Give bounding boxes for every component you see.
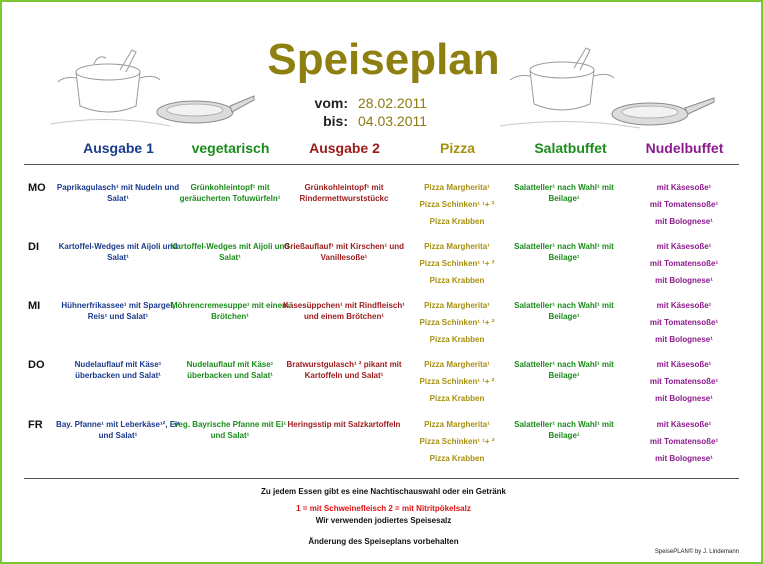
nudel-fr-2: mit Tomatensoße¹ bbox=[649, 437, 719, 446]
pizza-di-1: Pizza Margherita¹ bbox=[424, 242, 490, 251]
from-label: vom: bbox=[314, 95, 348, 111]
day-label-do: DO bbox=[28, 359, 45, 371]
pizza-fr-1: Pizza Margherita¹ bbox=[424, 420, 490, 429]
ausgabe2-fr: Heringsstip mit Salzkartoffeln bbox=[287, 420, 401, 429]
salat-mo: Salatteller¹ nach Wahl¹ mit Beilage¹ bbox=[514, 183, 614, 203]
salat-mi: Salatteller¹ nach Wahl¹ mit Beilage¹ bbox=[514, 301, 614, 321]
pizza-mo-3: Pizza Krabben bbox=[429, 217, 485, 226]
nudel-di-3: mit Bolognese¹ bbox=[655, 276, 713, 285]
ausgabe2-mi: Käsesüppchen¹ mit Rindfleisch¹ und einem Brötchen¹ bbox=[283, 301, 405, 321]
ausgabe2-do: Bratwurstgulasch¹ ² pikant mit Kartoffeln und Salat¹ bbox=[286, 360, 402, 380]
nudel-mi-3: mit Bolognese¹ bbox=[655, 335, 713, 344]
pizza-mo-1: Pizza Margherita¹ bbox=[424, 183, 490, 192]
column-header-nudelbuffet: Nudelbuffet bbox=[645, 140, 724, 156]
salt-note: Wir verwenden jodiertes Speisesalz bbox=[315, 516, 452, 525]
ausgabe1-mo: Paprikagulasch¹ mit Nudeln und Salat¹ bbox=[56, 183, 180, 203]
ausgabe1-fr: Bay. Pfanne¹ mit Leberkäse¹², Ei¹ und Salat¹ bbox=[56, 420, 180, 440]
pizza-mi-3: Pizza Krabben bbox=[429, 335, 485, 344]
nudel-fr-3: mit Bolognese¹ bbox=[655, 454, 713, 463]
nudel-mi-2: mit Tomatensoße¹ bbox=[649, 318, 719, 327]
footer-divider bbox=[24, 478, 739, 479]
to-label: bis: bbox=[323, 113, 348, 129]
column-header-ausgabe2: Ausgabe 2 bbox=[309, 140, 380, 156]
nudel-di-1: mit Käsesoße¹ bbox=[656, 242, 712, 251]
dessert-note: Zu jedem Essen gibt es eine Nachtischauswahl oder ein Getränk bbox=[261, 487, 506, 496]
credit-text: SpeisePLAN© by J. Lindemann bbox=[654, 549, 739, 555]
day-label-di: DI bbox=[28, 241, 39, 253]
ausgabe2-di: Grießauflauf¹ mit Kirschen¹ und Vanillesoße¹ bbox=[283, 242, 404, 262]
vegetarisch-mo: Grünkohleintopf¹ mit geräucherten Tofuwürfeln¹ bbox=[179, 183, 281, 203]
salat-fr: Salatteller¹ nach Wahl¹ mit Beilage¹ bbox=[514, 420, 614, 440]
day-label-mo: MO bbox=[28, 182, 46, 194]
salat-do: Salatteller¹ nach Wahl¹ mit Beilage¹ bbox=[514, 360, 614, 380]
nudel-mo-3: mit Bolognese¹ bbox=[655, 217, 713, 226]
pizza-di-2: Pizza Schinken¹ ¹+ ² bbox=[419, 259, 495, 268]
nudel-do-2: mit Tomatensoße¹ bbox=[649, 377, 719, 386]
column-header-vegetarisch: vegetarisch bbox=[191, 140, 270, 156]
ausgabe1-mi: Hühnerfrikassee¹ mit Spargel, Reis¹ und Salat¹ bbox=[61, 301, 175, 321]
day-label-fr: FR bbox=[28, 419, 43, 431]
nudel-do-3: mit Bolognese¹ bbox=[655, 394, 713, 403]
nudel-di-2: mit Tomatensoße¹ bbox=[649, 259, 719, 268]
pizza-fr-3: Pizza Krabben bbox=[429, 454, 485, 463]
pizza-do-3: Pizza Krabben bbox=[429, 394, 485, 403]
ausgabe1-do: Nudelauflauf mit Käse¹ überbacken und Salat¹ bbox=[74, 360, 162, 380]
pizza-do-2: Pizza Schinken¹ ¹+ ² bbox=[419, 377, 495, 386]
vegetarisch-di: Kartoffel-Wedges mit Aijoli und Salat¹ bbox=[170, 242, 290, 262]
pizza-do-1: Pizza Margherita¹ bbox=[424, 360, 490, 369]
pizza-mo-2: Pizza Schinken¹ ¹+ ² bbox=[419, 200, 495, 209]
column-header-pizza: Pizza bbox=[439, 140, 475, 156]
column-header-ausgabe1: Ausgabe 1 bbox=[83, 140, 154, 156]
nudel-do-1: mit Käsesoße¹ bbox=[656, 360, 712, 369]
vegetarisch-fr: veg. Bayrische Pfanne mit Ei¹ und Salat¹ bbox=[173, 420, 287, 440]
column-header-salatbuffet: Salatbuffet bbox=[534, 140, 607, 156]
from-date: 28.02.2011 bbox=[358, 95, 428, 111]
pizza-fr-2: Pizza Schinken¹ ¹+ ² bbox=[419, 437, 495, 446]
salat-di: Salatteller¹ nach Wahl¹ mit Beilage¹ bbox=[514, 242, 614, 262]
ausgabe2-mo: Grünkohleintopf¹ mit Rindermettwurststückc bbox=[299, 183, 389, 203]
nudel-fr-1: mit Käsesoße¹ bbox=[656, 420, 712, 429]
nudel-mi-1: mit Käsesoße¹ bbox=[656, 301, 712, 310]
nudel-mo-2: mit Tomatensoße¹ bbox=[649, 200, 719, 209]
date-range bbox=[312, 94, 427, 130]
pizza-mi-2: Pizza Schinken¹ ¹+ ² bbox=[419, 318, 495, 327]
header-divider bbox=[24, 164, 739, 165]
pizza-mi-1: Pizza Margherita¹ bbox=[424, 301, 490, 310]
vegetarisch-mi: Möhrencremesuppe¹ mit einem Brötchen¹ bbox=[170, 301, 290, 321]
nudel-mo-1: mit Käsesoße¹ bbox=[656, 183, 712, 192]
page-title: Speiseplan bbox=[267, 35, 500, 84]
to-date: 04.03.2011 bbox=[358, 113, 428, 129]
ausgabe1-di: Kartoffel-Wedges mit Aijoli und Salat¹ bbox=[58, 242, 178, 262]
change-notice: Änderung des Speiseplans vorbehalten bbox=[308, 537, 459, 546]
allergen-legend: 1 = mit Schweinefleisch 2 = mit Nitritpökelsalz bbox=[296, 504, 471, 513]
pizza-di-3: Pizza Krabben bbox=[429, 276, 485, 285]
vegetarisch-do: Nudelauflauf mit Käse¹ überbacken und Salat¹ bbox=[186, 360, 274, 380]
day-label-mi: MI bbox=[28, 300, 41, 312]
